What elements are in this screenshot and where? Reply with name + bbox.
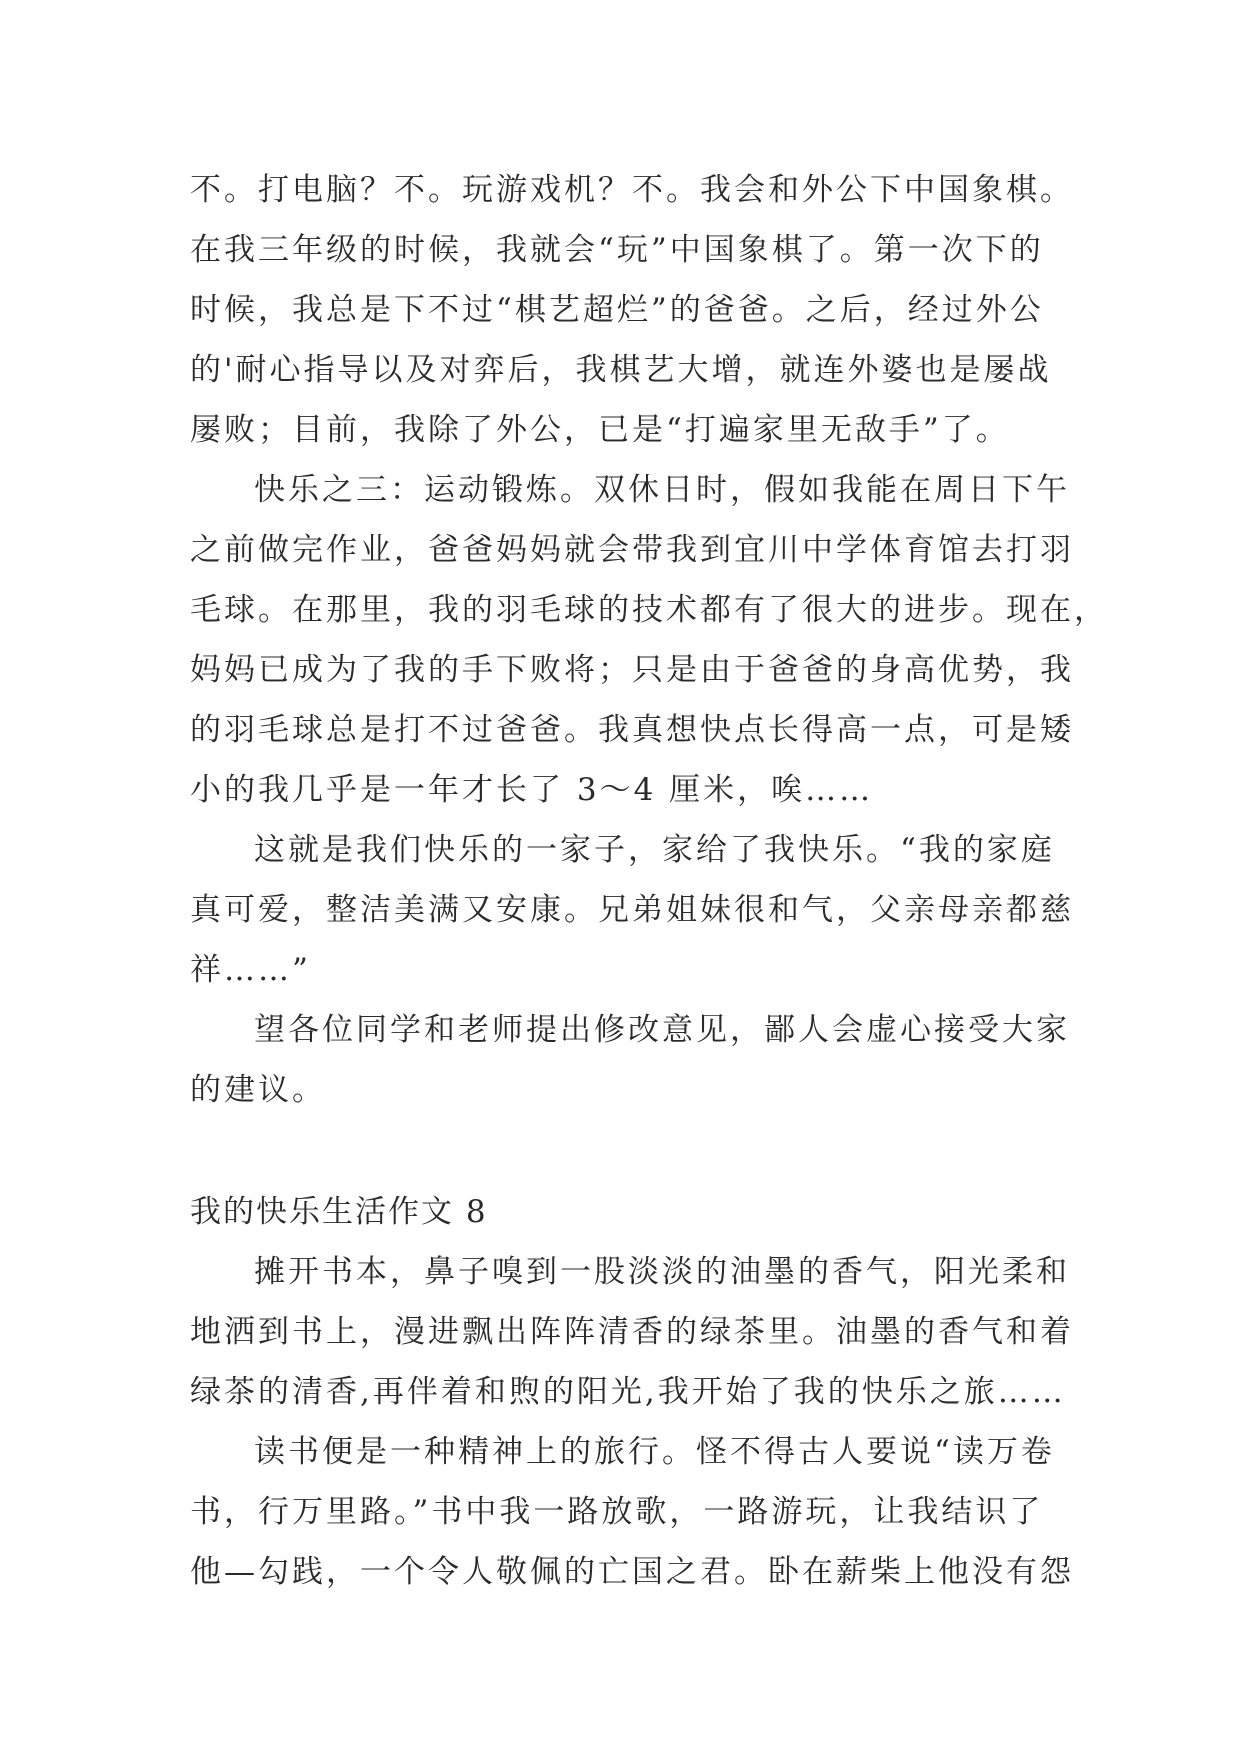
text-line: 的'耐心指导以及对弈后，我棋艺大增，就连外婆也是屡战 xyxy=(190,352,1052,388)
paragraph-start-line: 这就是我们快乐的一家子，家给了我快乐。“我的家庭 xyxy=(254,832,1055,868)
section-title: 我的快乐生活作文 8 xyxy=(190,1194,488,1230)
document-body xyxy=(190,160,1108,1602)
text-line: 祥……” xyxy=(190,952,311,988)
paragraph-start-line: 望各位同学和老师提出修改意见，鄙人会虚心接受大家 xyxy=(254,1012,1070,1048)
text-line: 在我三年级的时候，我就会“玩”中国象棋了。第一次下的 xyxy=(190,232,1044,268)
text-line: 之前做完作业，爸爸妈妈就会带我到宜川中学体育馆去打羽 xyxy=(190,532,1074,568)
text-line: 时候，我总是下不过“棋艺超烂”的爸爸。之后，经过外公 xyxy=(190,292,1044,328)
paragraph-start-line: 摊开书本，鼻子嗅到一股淡淡的油墨的香气，阳光柔和 xyxy=(254,1254,1070,1290)
text-line: 他—勾践，一个令人敬佩的亡国之君。卧在薪柴上他没有怨 xyxy=(190,1554,1074,1590)
paragraph-start-line: 读书便是一种精神上的旅行。怪不得古人要说“读万卷 xyxy=(254,1434,1055,1470)
text-line: 的建议。 xyxy=(190,1072,326,1108)
text-line: 地洒到书上，漫进飘出阵阵清香的绿茶里。油墨的香气和着 xyxy=(190,1314,1074,1350)
text-line: 的羽毛球总是打不过爸爸。我真想快点长得高一点，可是矮 xyxy=(190,712,1074,748)
text-line: 不。打电脑？不。玩游戏机？不。我会和外公下中国象棋。 xyxy=(190,172,1074,208)
text-line: 绿茶的清香,再伴着和煦的阳光,我开始了我的快乐之旅…… xyxy=(190,1374,1066,1410)
text-line: 妈妈已成为了我的手下败将；只是由于爸爸的身高优势，我 xyxy=(190,652,1074,688)
text-line: 毛球。在那里，我的羽毛球的技术都有了很大的进步。现在， xyxy=(190,592,1108,628)
paragraph-start-line: 快乐之三：运动锻炼。双休日时，假如我能在周日下午 xyxy=(254,472,1070,508)
text-line: 小的我几乎是一年才长了 3～4 厘米，唉…… xyxy=(190,772,874,808)
text-line: 真可爱，整洁美满又安康。兄弟姐妹很和气，父亲母亲都慈 xyxy=(190,892,1074,928)
text-line: 书，行万里路。”书中我一路放歌，一路游玩，让我结识了 xyxy=(190,1494,1044,1530)
text-line: 屡败；目前，我除了外公，已是“打遍家里无敌手”了。 xyxy=(190,412,1010,448)
